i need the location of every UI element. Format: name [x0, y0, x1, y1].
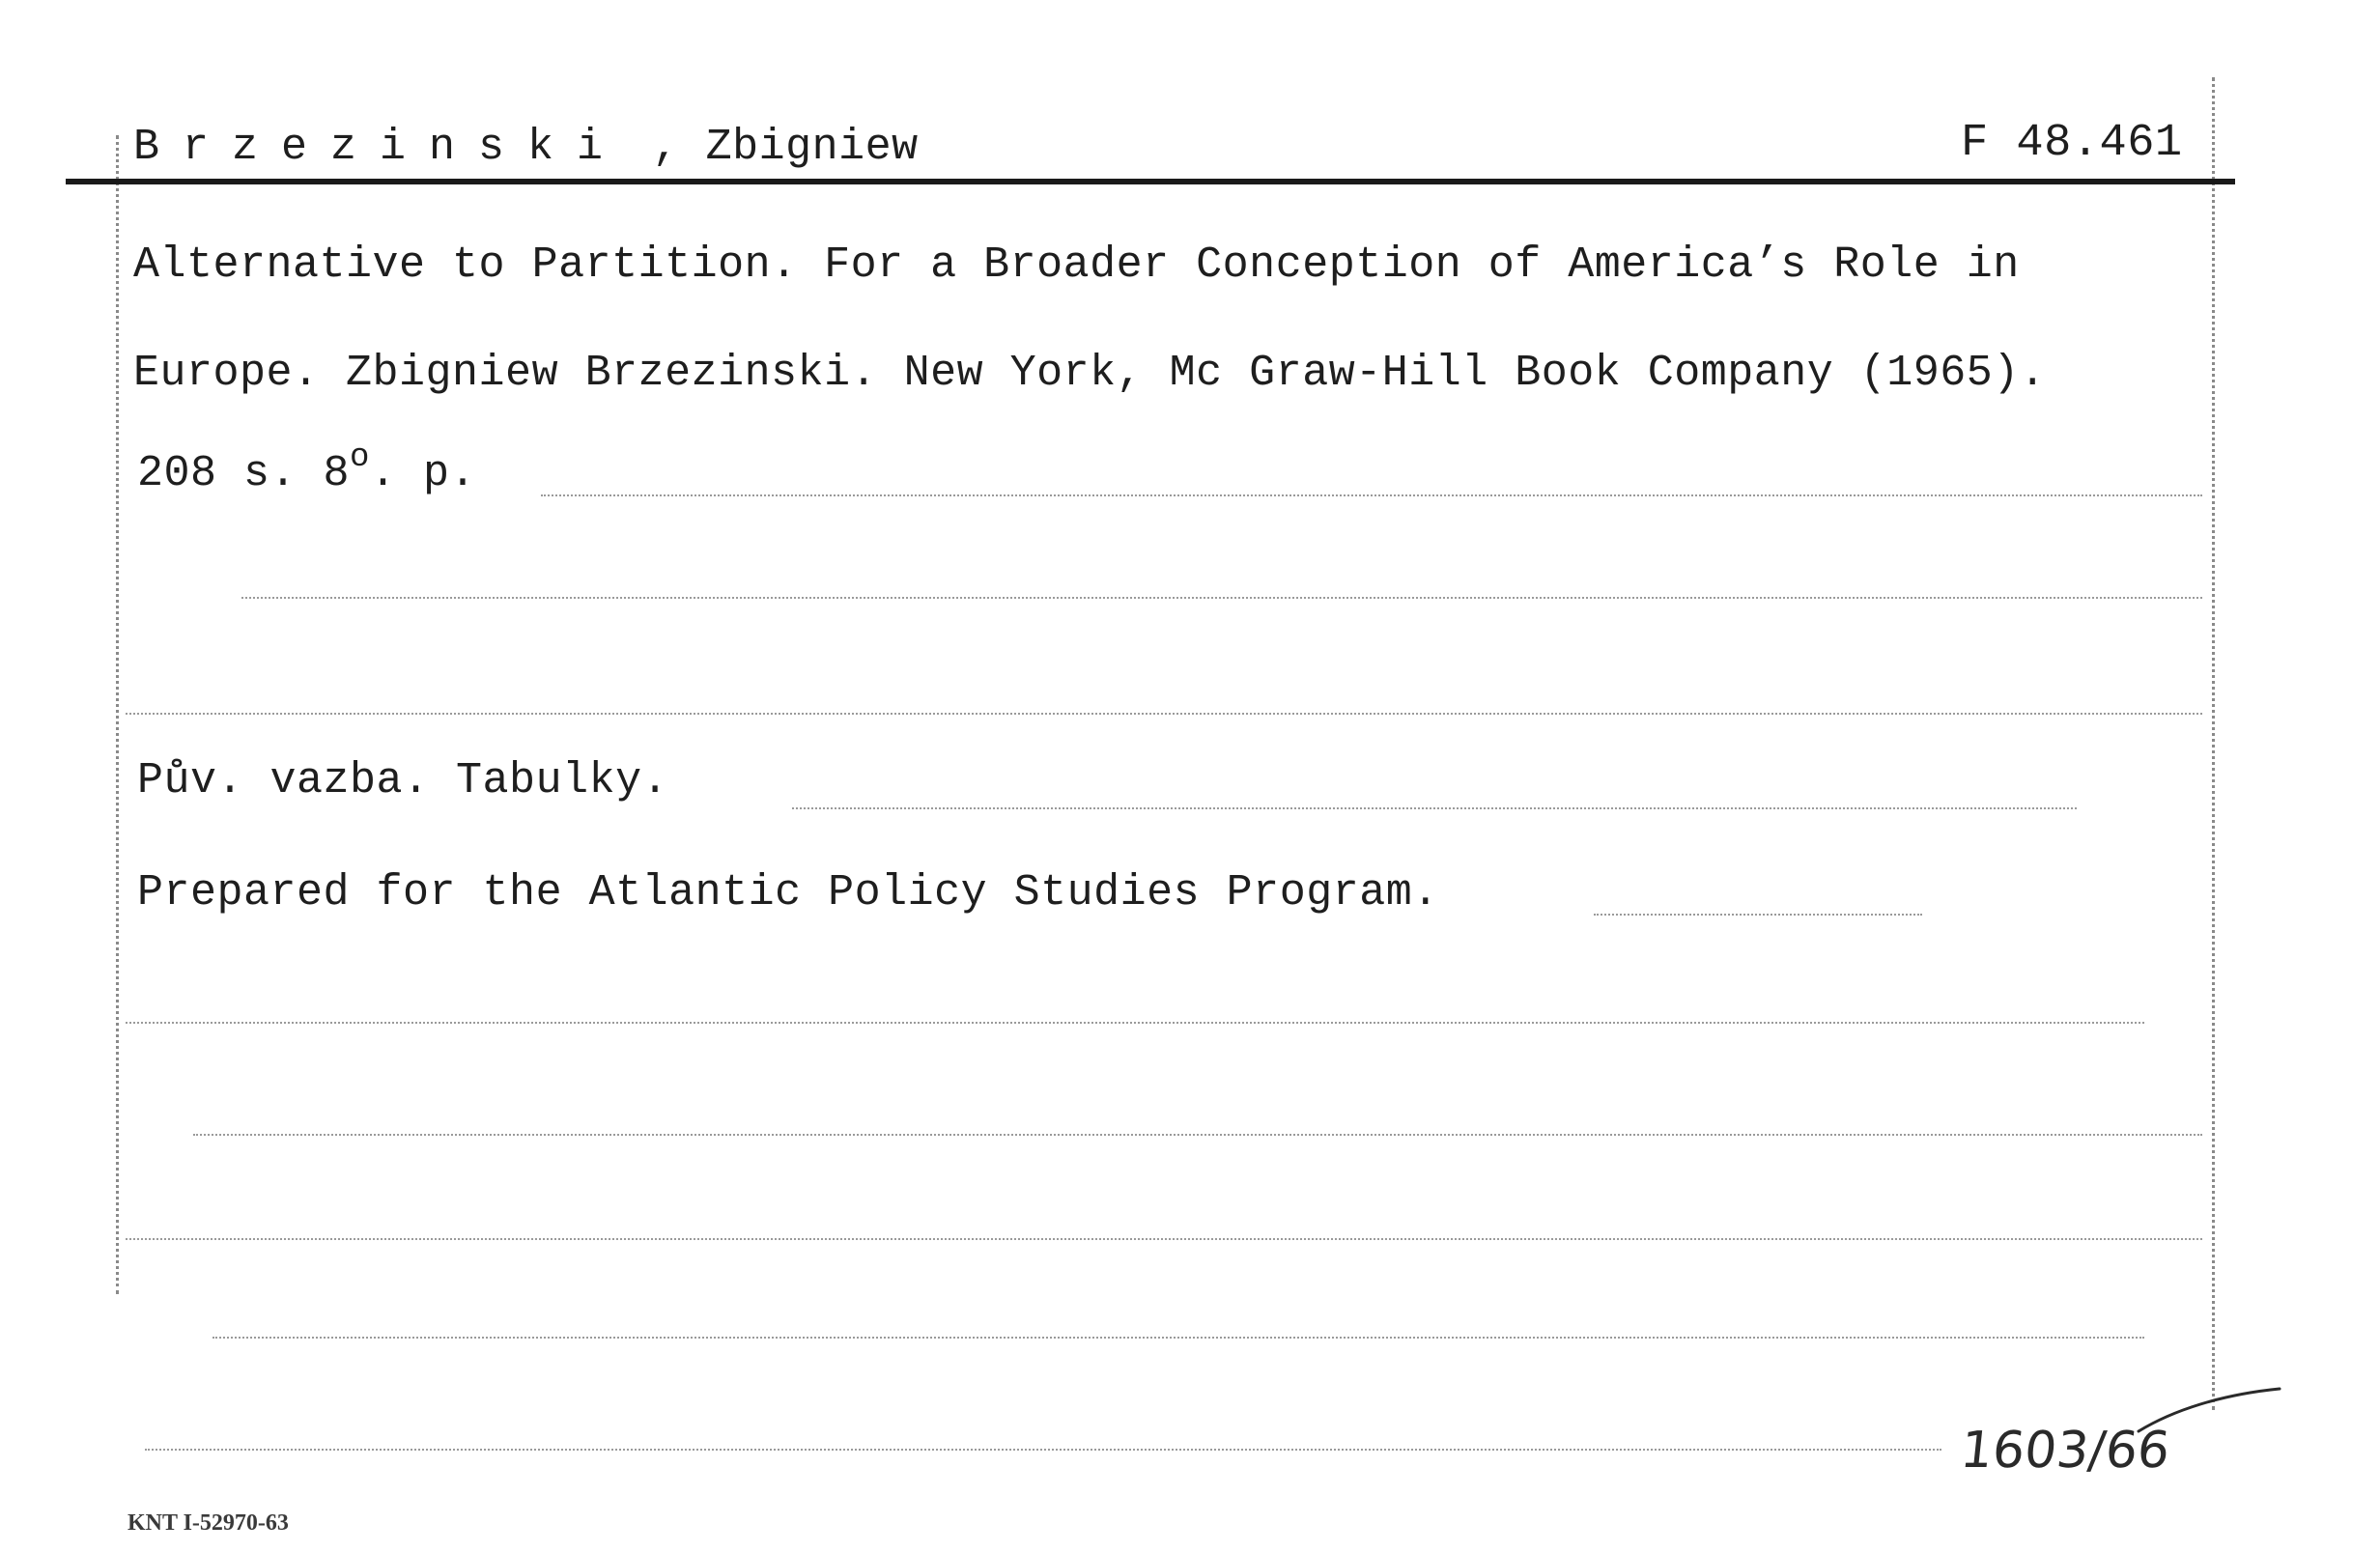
format-superscript: o: [350, 439, 370, 476]
accession-number: 1603/66: [1957, 1422, 2173, 1480]
card-rule: [792, 807, 2077, 809]
physical-pages: 208 s. 8: [137, 449, 351, 498]
author-heading: [133, 123, 919, 172]
note-program: Prepared for the Atlantic Policy Studies Program.: [137, 868, 1439, 917]
pen-flourish-icon: [2135, 1381, 2289, 1439]
author-surname: Brzezinski: [133, 123, 627, 172]
right-margin-dots: [2212, 77, 2215, 1410]
card-rule: [193, 1134, 2202, 1136]
author-given-name: Zbigniew: [679, 123, 919, 172]
card-rule: [1594, 914, 1922, 916]
title-line-2: Europe. Zbigniew Brzezinski. New York, Mc Graw-Hill Book Company (1965).: [133, 349, 2047, 398]
card-rule: [241, 597, 2202, 599]
physical-description: [137, 439, 476, 498]
card-rule: [145, 1449, 1941, 1451]
title-line-1: Alternative to Partition. For a Broader Conception of America’s Role in: [133, 240, 2020, 290]
physical-suffix: . p.: [369, 449, 476, 498]
card-rule: [212, 1337, 2144, 1339]
note-binding: Pův. vazba. Tabulky.: [137, 756, 669, 805]
shelf-mark: F 48.461: [1961, 118, 2183, 169]
left-margin-dots: [116, 135, 119, 1294]
author-separator: ,: [626, 123, 680, 172]
heading-rule: [66, 179, 2235, 184]
card-rule: [541, 494, 2202, 496]
printer-mark: KNT I-52970-63: [128, 1510, 289, 1536]
card-rule: [126, 1238, 2202, 1240]
card-rule: [126, 1022, 2144, 1024]
card-rule: [126, 713, 2202, 715]
